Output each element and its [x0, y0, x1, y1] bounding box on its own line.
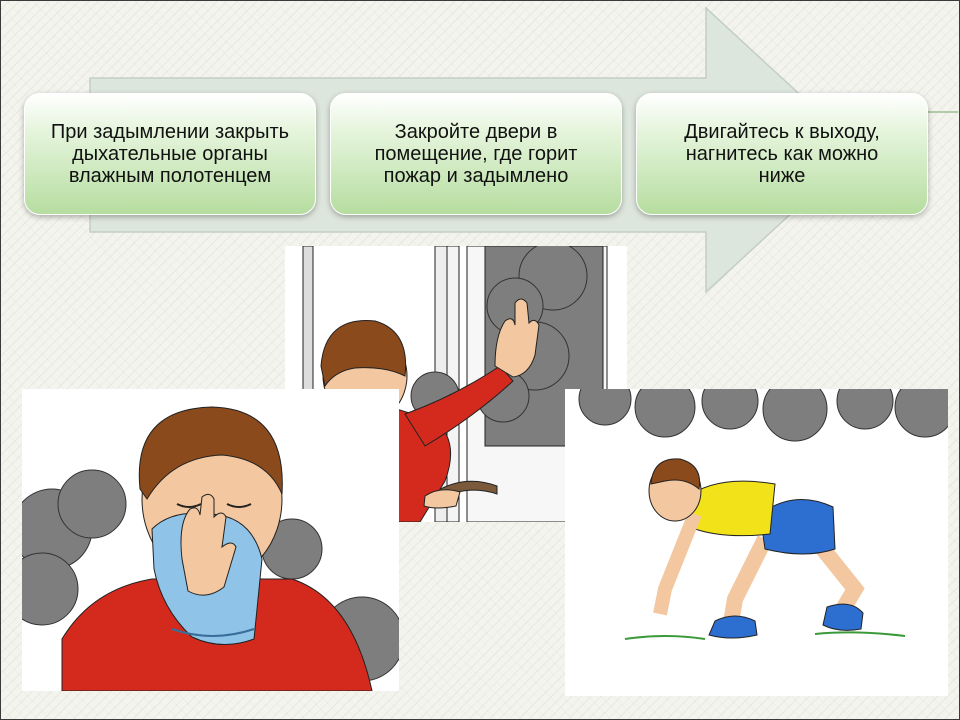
- step-box-move-low: Двигайтесь к выходу, нагнитесь как можно ниже: [636, 93, 928, 215]
- step-box-cover-breathing: При задымлении закрыть дыхательные органы влажным полотенцем: [24, 93, 316, 215]
- towel-over-face-illustration: [22, 389, 399, 691]
- step-box-close-doors: Закройте двери в помещение, где горит пожар и задымлено: [330, 93, 622, 215]
- crouching-person-illustration: [565, 389, 948, 696]
